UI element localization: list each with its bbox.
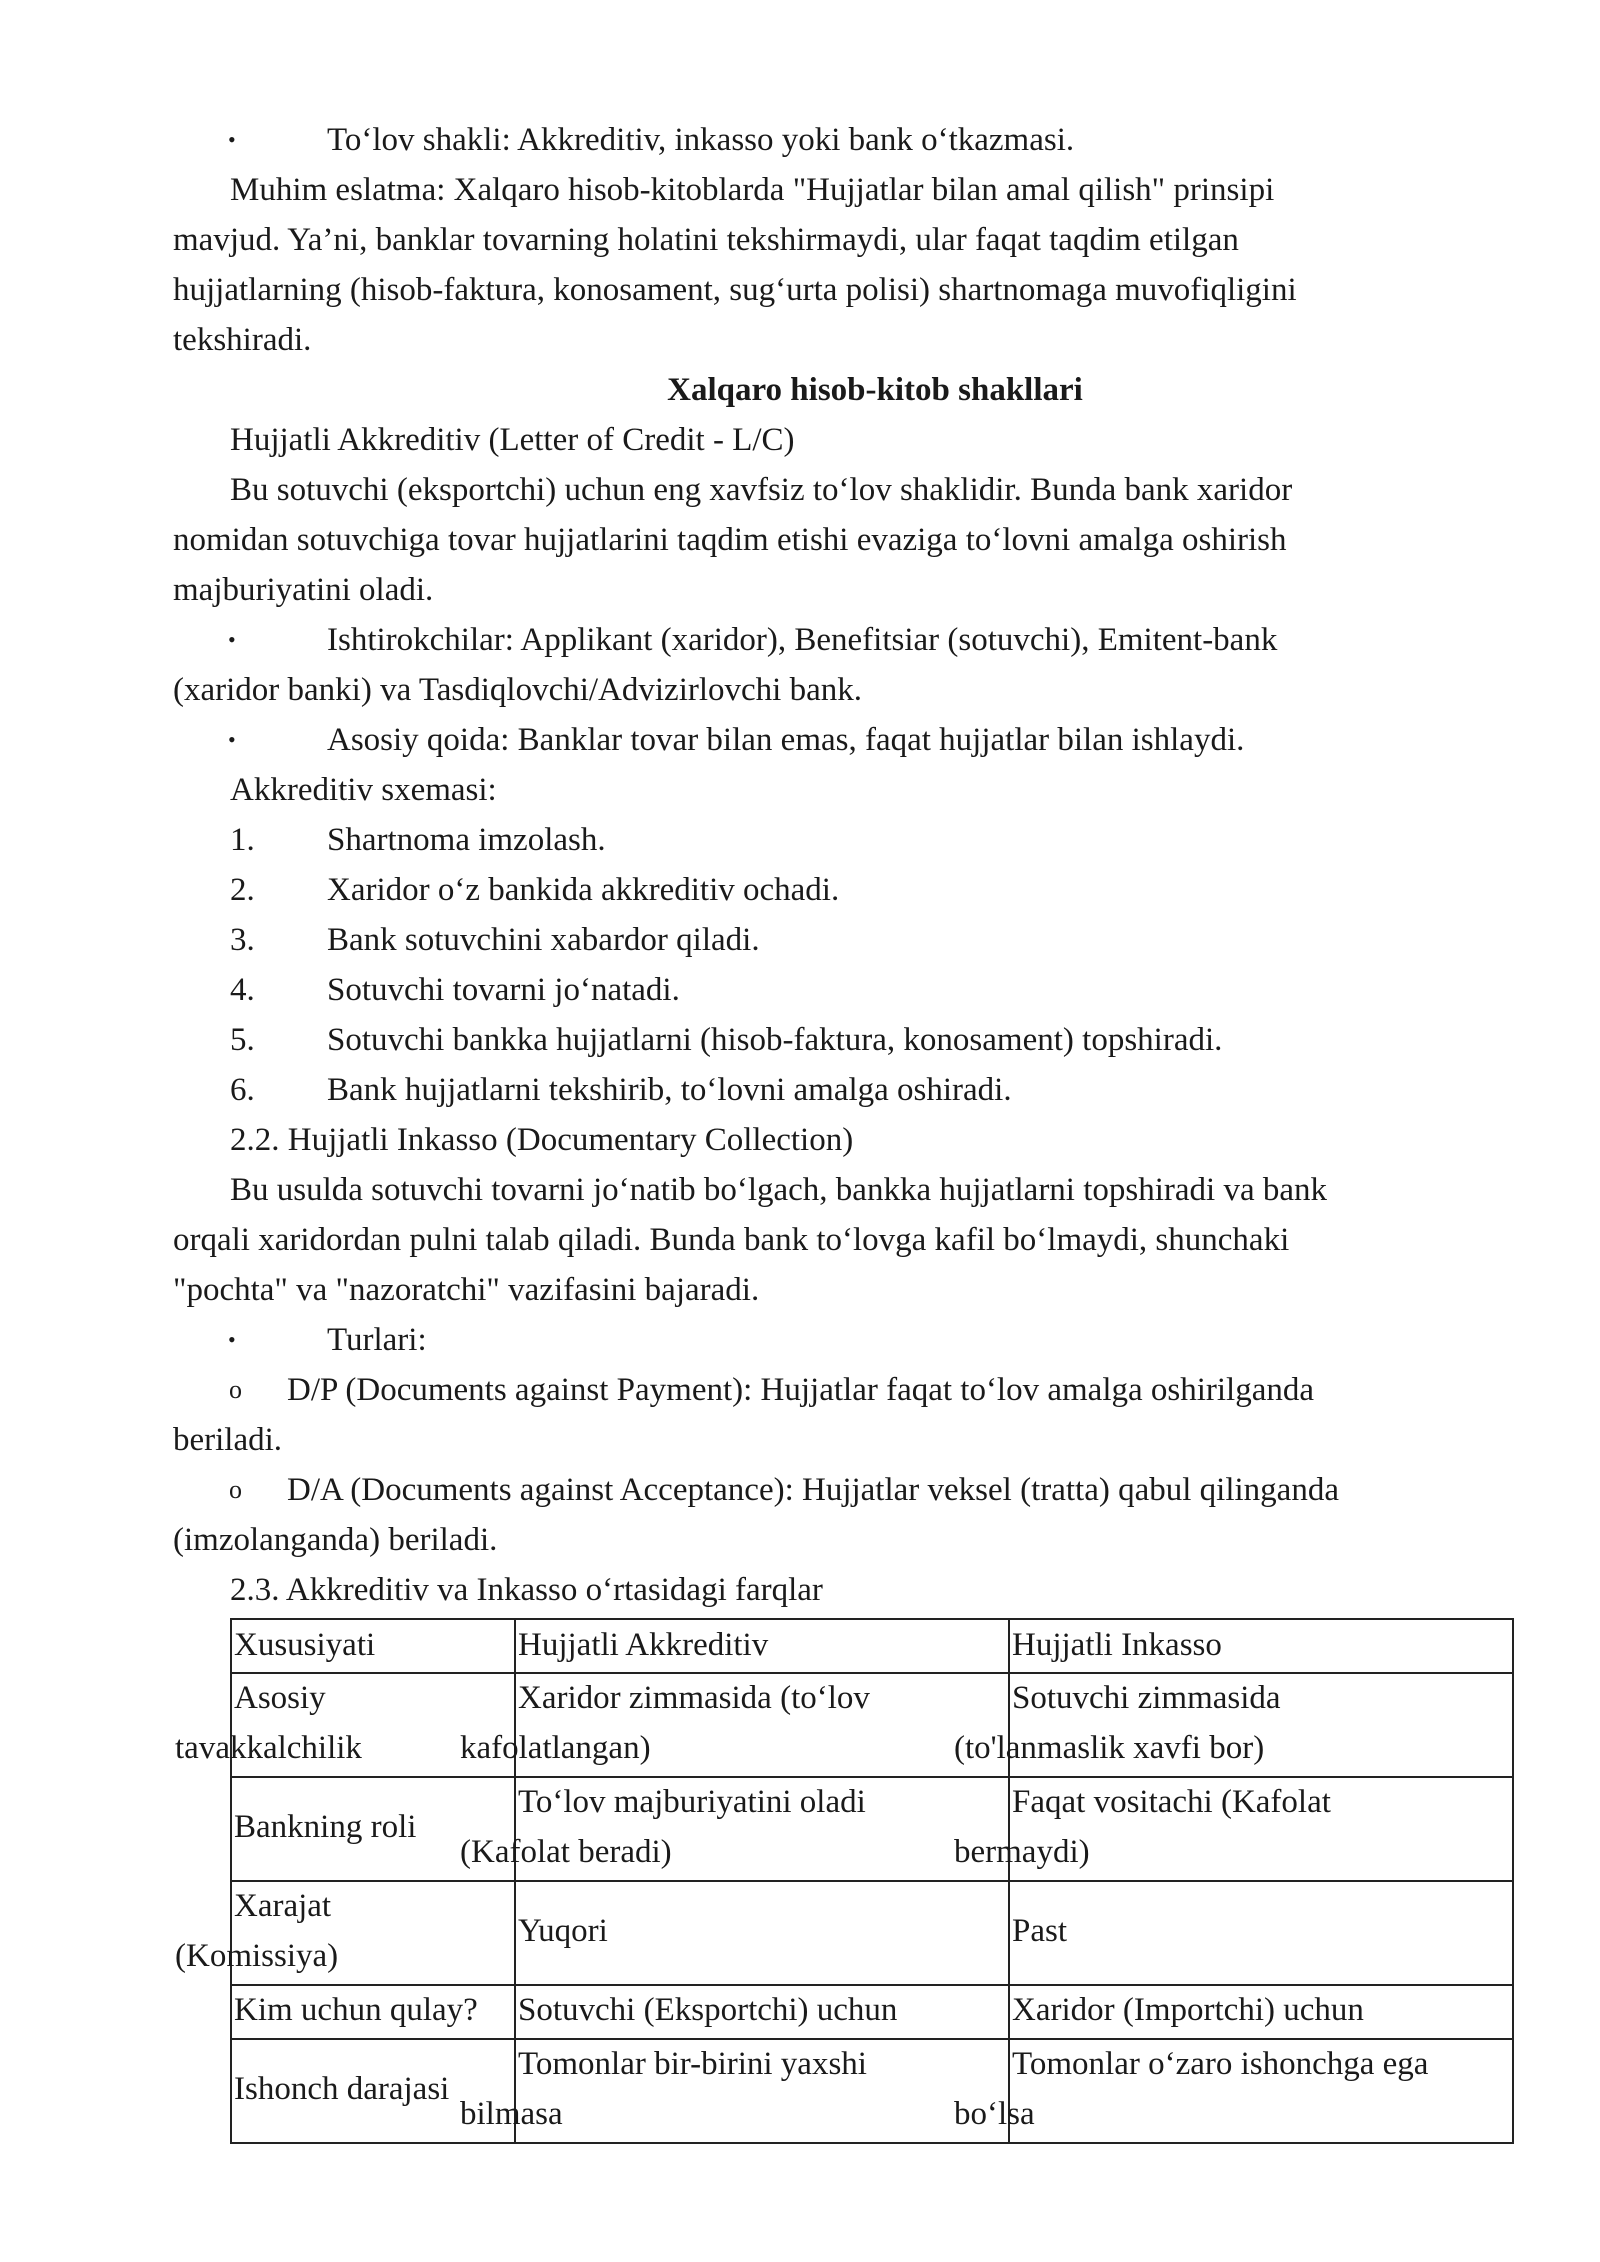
table-cell: Sotuvchi (Eksportchi) uchun (518, 1992, 898, 2028)
dp-type: D/P (Documents against Payment): Hujjatlar faqat to‘lov amalga oshirilganda (287, 1372, 1315, 1408)
step-text: Bank sotuvchini xabardor qiladi. (327, 922, 760, 958)
da-type: D/A (Documents against Acceptance): Hujjatlar veksel (tratta) qabul qilinganda (287, 1472, 1339, 1508)
table-cell: Past (1012, 1913, 1068, 1949)
step-number: 6. (230, 1072, 255, 1108)
comparison-heading: 2.3. Akkreditiv va Inkasso o‘rtasidagi farqlar (230, 1572, 823, 1608)
note-line: tekshiradi. (173, 322, 312, 358)
bullet-marker: • (228, 1327, 236, 1352)
table-cell: Ishonch darajasi (234, 2071, 450, 2107)
table-cell: bilmasa (460, 2096, 563, 2132)
table-cell: (Kafolat beradi) (460, 1834, 672, 1870)
step-text: Shartnoma imzolash. (327, 822, 606, 858)
table-cell: Yuqori (518, 1913, 608, 1949)
table-cell: Tomonlar bir-birini yaxshi (518, 2046, 867, 2082)
lc-para-line: nomidan sotuvchiga tovar hujjatlarini taqdim etishi evaziga to‘lovni amalga oshirish (173, 522, 1287, 558)
table-cell: tavakkalchilik (175, 1730, 362, 1766)
collection-para-line: "pochta" va "nazoratchi" vazifasini bajaradi. (173, 1272, 760, 1308)
table-cell: kafolatlangan) (460, 1730, 651, 1766)
step-number: 5. (230, 1022, 255, 1058)
payment-form-bullet: To‘lov shakli: Akkreditiv, inkasso yoki bank o‘tkazmasi. (327, 122, 1075, 158)
table-cell: bo‘lsa (954, 2096, 1035, 2132)
types-label: Turlari: (327, 1322, 427, 1358)
main-rule-bullet: Asosiy qoida: Banklar tovar bilan emas, faqat hujjatlar bilan ishlaydi. (327, 722, 1245, 758)
sub-bullet-marker: o (229, 1375, 242, 1404)
table-cell: Xaridor (Importchi) uchun (1012, 1992, 1364, 2028)
bullet-marker: • (228, 627, 236, 652)
table-cell: Xarajat (234, 1888, 332, 1924)
table-cell: Tomonlar o‘zaro ishonchga ega (1012, 2046, 1429, 2082)
table-cell: Faqat vositachi (Kafolat (1012, 1784, 1331, 1820)
sub-bullet-marker: o (229, 1475, 242, 1504)
collection-para-line: Bu usulda sotuvchi tovarni jo‘natib bo‘lgach, bankka hujjatlarni topshiradi va bank (230, 1172, 1328, 1208)
bullet-marker: • (228, 727, 236, 752)
comparison-table (175, 1618, 1514, 2144)
table-header-cell: Xususiyati (234, 1627, 376, 1663)
lc-para-line: Bu sotuvchi (eksportchi) uchun eng xavfsiz to‘lov shaklidir. Bunda bank xaridor (230, 472, 1293, 508)
bullet-marker: • (228, 127, 236, 152)
step-number: 4. (230, 972, 255, 1008)
step-text: Xaridor o‘z bankida akkreditiv ochadi. (327, 872, 840, 908)
table-cell: Bankning roli (234, 1809, 417, 1845)
note-line: mavjud. Ya’ni, banklar tovarning holatini tekshirmaydi, ular faqat taqdim etilgan (173, 222, 1239, 258)
collection-para-line: orqali xaridordan pulni talab qiladi. Bunda bank to‘lovga kafil bo‘lmaydi, shunchaki (173, 1222, 1290, 1258)
table-header-cell: Hujjatli Inkasso (1012, 1627, 1222, 1663)
da-type-cont: (imzolanganda) beriladi. (173, 1522, 498, 1558)
step-number: 2. (230, 872, 255, 908)
lc-para-line: majburiyatini oladi. (173, 572, 434, 608)
table-cell: Sotuvchi zimmasida (1012, 1680, 1281, 1716)
table-header-cell: Hujjatli Akkreditiv (518, 1627, 769, 1663)
step-number: 1. (230, 822, 255, 858)
step-text: Sotuvchi tovarni jo‘natadi. (327, 972, 680, 1008)
participants-bullet-cont: (xaridor banki) va Tasdiqlovchi/Advizirlovchi bank. (173, 672, 862, 708)
scheme-label: Akkreditiv sxemasi: (230, 772, 497, 808)
note-line: hujjatlarning (hisob-faktura, konosament, sug‘urta polisi) shartnomaga muvofiqligini (173, 272, 1297, 308)
step-number: 3. (230, 922, 255, 958)
table-cell: Xaridor zimmasida (to‘lov (518, 1680, 870, 1716)
table-cell: Kim uchun qulay? (234, 1992, 478, 2028)
step-text: Bank hujjatlarni tekshirib, to‘lovni amalga oshiradi. (327, 1072, 1012, 1108)
dp-type-cont: beriladi. (173, 1422, 283, 1458)
table-cell: To‘lov majburiyatini oladi (518, 1784, 866, 1820)
note-line: Muhim eslatma: Xalqaro hisob-kitoblarda "Hujjatlar bilan amal qilish" prinsipi (230, 172, 1275, 208)
section-title: Xalqaro hisob-kitob shakllari (667, 372, 1083, 408)
table-cell: bermaydi) (954, 1834, 1090, 1870)
table-cell: Asosiy (234, 1680, 326, 1716)
table-cell: (Komissiya) (175, 1938, 339, 1974)
table-cell: (to'lanmaslik xavfi bor) (954, 1730, 1265, 1766)
step-text: Sotuvchi bankka hujjatlarni (hisob-faktura, konosament) topshiradi. (327, 1022, 1223, 1058)
lc-heading: Hujjatli Akkreditiv (Letter of Credit - L/C) (230, 422, 795, 458)
participants-bullet: Ishtirokchilar: Applikant (xaridor), Benefitsiar (sotuvchi), Emitent-bank (327, 622, 1278, 658)
collection-heading: 2.2. Hujjatli Inkasso (Documentary Collection) (230, 1122, 854, 1158)
